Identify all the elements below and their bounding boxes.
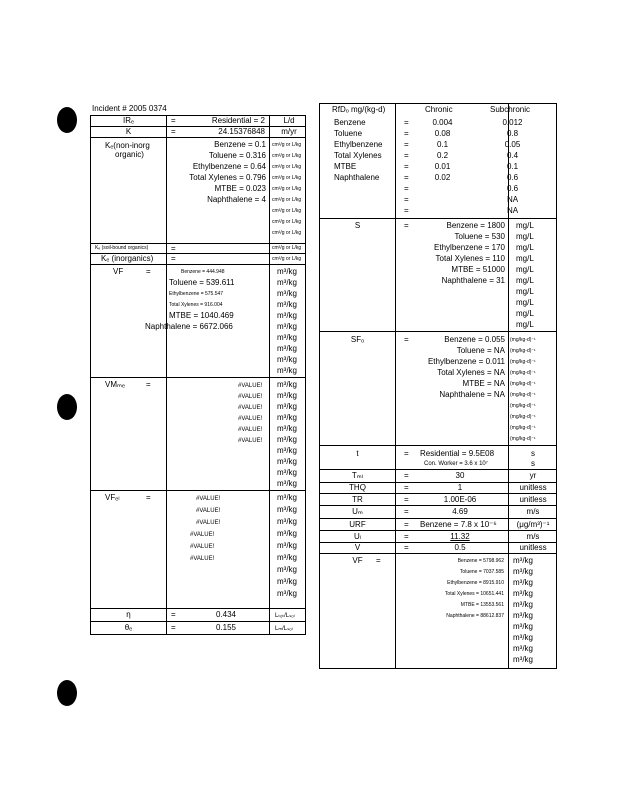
row-sf: SFₒ = Benzene = 0.055 Toluene = NA Ethylbenzene = 0.011 Total Xylenes = NA MTBE = NA Naphthalene = NA (mg/kg‑d)⁻¹ (mg/kg‑d)⁻¹ (mg/kg‑d)⁻¹ (mg/kg‑d)⁻¹ (mg/kg‑d)⁻¹ (mg/kg‑d)⁻¹ (mg/kg‑d)⁻¹ (mg/kg‑d)⁻¹ (mg/kg‑d)⁻¹ (mg/kg‑d)⁻¹: [320, 332, 556, 446]
row-kd-inorganics: Kₑ (inorganics) = cm³/g or L/kg: [91, 254, 305, 265]
row-eta: η = 0.434 Lₜₒₜ/Lₛₒₗ: [91, 609, 305, 622]
row-urf: URF = Benzene = 7.8 x 10⁻⁶ (μg/m³)⁻¹: [320, 519, 556, 531]
row-theta: θₑ = 0.155 Lₘ/Lₛₒₗ: [124, 623, 293, 632]
row-ui: Uₗ = 11.32 m/s: [320, 531, 556, 543]
row-rfd: RfDₒ mg/(kg‑d) Chronic Subchronic Benzene Toluene Ethylbenzene Total Xylenes MTBE Naphthalene = = = = = = = = = 0.004 0.08 0.1 0.2 0.01 0.02 0.012 0.8 0.05 0.4 0.1 0.6 0.6 NA NA: [320, 104, 556, 219]
row-ua: Uₘ = 4.69 m/s: [320, 506, 556, 519]
binder-hole-top: [57, 107, 77, 133]
row-s: S = Benzene = 1800 Toluene = 530 Ethylbenzene = 170 Total Xylenes = 110 MTBE = 51000 Naphthalene = 31 mg/L mg/L mg/L mg/L mg/L mg/L mg/L mg/L mg/L mg/L: [320, 219, 556, 332]
row-vf-wl: VFₑₗ = #VALUE! #VALUE! #VALUE! #VALUE! #VALUE! #VALUE! m³/kg m³/kg m³/kg m³/kg m³/kg m³/kg m³/kg m³/kg m³/kg: [91, 491, 305, 609]
row-tr: TR = 1.00E‑06 unitless: [320, 494, 556, 506]
row-ir: IRₑ = Residential = 2 L/d: [91, 116, 305, 127]
row-vf-right: VF = Benzene = 5798.962 Toluene = 7037.585 Ethylbenzene = 8915.910 Total Xylenes = 10651.441 MTBE = 13553.561 Naphthalene = 88612.837 m³/kg m³/kg m³/kg m³/kg m³/kg m³/kg m³/kg m³/kg m³/kg m³/kg: [352, 556, 533, 664]
row-kd-organics: Kₑ(non-inorg organic) Benzene = 0.1 Toluene = 0.316 Ethylbenzene = 0.64 Total Xylenes = 0.796 MTBE = 0.023 Naphthalene = 4 cm³/g or L/kg cm³/g or L/kg cm³/g or L/kg cm³/g or L/kg cm³/g or L/kg cm³/g or L/kg cm³/g or L/kg cm³/g or L/kg cm³/g or L/kg: [91, 138, 305, 244]
left-parameter-table: [90, 115, 306, 635]
binder-hole-bottom: [57, 680, 77, 706]
row-k: K = 24.15376848 m/yr: [91, 127, 305, 138]
row-kd-soil: Kₑ (soil‑bound organics) = cm³/g or L/kg: [91, 244, 305, 254]
row-t: t = Residential = 9.5E08 Con. Worker = 3.6 x 10⁷ s s: [320, 446, 556, 470]
row-vm: VMₘₑ = #VALUE! #VALUE! #VALUE! #VALUE! #VALUE! #VALUE! m³/kg m³/kg m³/kg m³/kg m³/kg m³/kg m³/kg m³/kg m³/kg m³/kg: [91, 378, 305, 491]
binder-hole-middle: [57, 394, 77, 420]
row-v: V = 0.5 unitless: [320, 543, 556, 554]
row-tm: Tₘₗ = 30 yr: [320, 470, 556, 483]
incident-number: Incident # 2005 0374: [92, 104, 167, 113]
right-parameter-table: [319, 103, 557, 669]
row-vf: VF = Benzene = 444.948 Toluene = 539.611 Ethylbenzene = 575.547 Total Xylenes = 916.004 MTBE = 1040.469 Naphthalene = 6672.066 m³/kg m³/kg m³/kg m³/kg m³/kg m³/kg m³/kg m³/kg m³/kg m³/kg: [91, 265, 305, 378]
row-thq: THQ = 1 unitless: [320, 483, 556, 494]
